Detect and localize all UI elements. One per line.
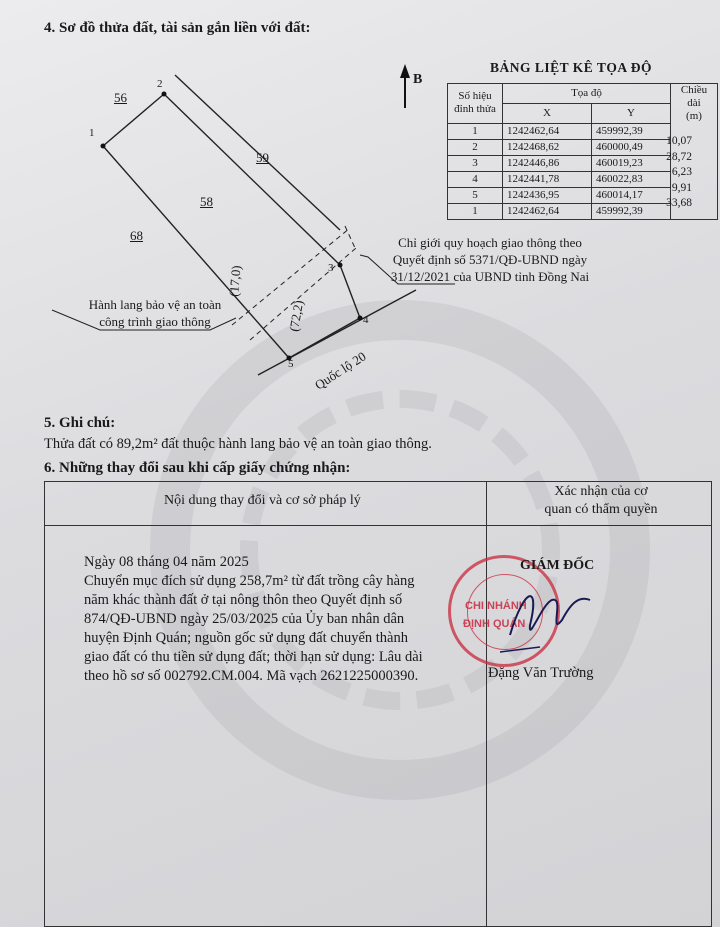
section5-note: Thửa đất có 89,2m² đất thuộc hành lang bảo vệ an toàn giao thông.: [44, 436, 432, 452]
change-entry: [84, 553, 484, 686]
entry-line: giao đất có thu tiền sử dụng đất; thời hạn sử dụng: Lâu dài: [84, 649, 423, 665]
vertex-4-label: 4: [363, 314, 369, 326]
dimension-17-label: (17,0): [226, 264, 244, 298]
vertex-3-dot: [338, 263, 343, 268]
section5-title: 5. Ghi chú:: [44, 415, 116, 431]
head-toa-do: Tọa độ: [503, 84, 671, 104]
head-so-hieu: Số hiệu: [458, 90, 492, 103]
signer-title: GIÁM ĐỐC: [520, 558, 595, 573]
table-row: 2 1242468,62 460000,49: [448, 139, 718, 155]
stamp-text: CHI NHÁNH: [465, 600, 527, 612]
corridor-note-line: Hành lang bảo vệ an toàn: [88, 297, 222, 312]
table-row: 1 1242462,64 459992,39: [448, 203, 718, 219]
col2-header-line: Xác nhận của cơ: [554, 484, 648, 499]
entry-line: 874/QĐ-UBND ngày 25/03/2025 của Ủy ban nhân dân: [84, 611, 405, 627]
planning-note: [388, 234, 592, 285]
parcel-58-label: 58: [200, 194, 213, 209]
vertex-1-label: 1: [89, 127, 95, 139]
length-value: 6,23: [671, 166, 692, 178]
entry-line: Chuyển mục đích sử dụng 258,7m² từ đất trồng cây hàng: [84, 573, 415, 589]
vertex-1-dot: [101, 144, 106, 149]
entry-line: huyện Định Quán; nguồn gốc sử dụng đất chuyển thành: [84, 630, 408, 646]
boundary-1-2: [103, 94, 164, 146]
entry-line: Ngày 08 tháng 04 năm 2025: [84, 554, 249, 570]
boundary-2-3: [164, 94, 340, 265]
changes-col1-header: Nội dung thay đổi và cơ sở pháp lý: [164, 493, 361, 508]
stamp-text: ĐỊNH QUÁN: [463, 618, 526, 630]
length-value: 28,72: [666, 150, 692, 163]
section6-title: 6. Những thay đổi sau khi cấp giấy chứng nhận:: [44, 460, 351, 476]
signer-name: Đặng Văn Trường: [488, 665, 594, 681]
col2-header-line: quan có thẩm quyền: [544, 502, 658, 517]
boundary-3-4: [340, 265, 360, 318]
head-dinh-thua: đỉnh thửa: [454, 103, 496, 116]
planning-boundary-line-2: [250, 248, 356, 340]
signature: [500, 575, 600, 655]
planning-note-line: Quyết định số 5371/QĐ-UBND ngày: [392, 252, 588, 267]
corridor-note-line: công trình giao thông: [99, 314, 211, 329]
head-y: Y: [592, 103, 671, 123]
planning-note-line: Chỉ giới quy hoạch giao thông theo: [398, 235, 582, 250]
parcel-56-label: 56: [114, 90, 127, 105]
changes-table: [44, 481, 712, 927]
vertex-2-dot: [162, 92, 167, 97]
table-row: 4 1242441,78 460022,83: [448, 171, 718, 187]
dimension-72-label: (72,2): [286, 299, 307, 333]
head-chieu-dai: Chiều dài: [680, 84, 708, 109]
length-value: 10,07: [666, 135, 692, 147]
corridor-note: [60, 296, 250, 330]
head-m: (m): [686, 110, 702, 122]
north-arrow-icon: [400, 64, 410, 108]
road-label: Quốc lộ 20: [312, 348, 369, 393]
parcel-59-label: 59: [256, 150, 269, 165]
vertex-4-dot: [358, 316, 363, 321]
head-x: X: [503, 103, 592, 123]
table-row: 5 1242436,95 460014,17: [448, 187, 718, 203]
vertex-2-label: 2: [157, 78, 163, 90]
parcel-68-label: 68: [130, 228, 143, 243]
section4-title: 4. Sơ đồ thửa đất, tài sản gắn liền với đất:: [44, 20, 311, 36]
length-value: 9,91: [671, 181, 692, 194]
entry-line: năm khác thành đất ở tại nông thôn theo Quyết định số: [84, 592, 403, 608]
vertex-3-label: 3: [328, 262, 334, 274]
table-row: 1 1242462,64 459992,39: [448, 123, 718, 139]
table-divider: [44, 525, 712, 526]
table-divider: [486, 481, 487, 927]
entry-line: theo hồ sơ số 002792.CM.004. Mã vạch 2621225000390.: [84, 668, 419, 684]
planning-tick: [345, 226, 355, 248]
length-value: 33,68: [666, 197, 692, 209]
table-row: 3 1242446,86 460019,23: [448, 155, 718, 171]
changes-col2-header: [496, 483, 706, 519]
coord-table-title: BẢNG LIỆT KÊ TỌA ĐỘ: [490, 60, 653, 75]
north-label: B: [413, 72, 423, 87]
planning-note-line: 31/12/2021 của UBND tỉnh Đồng Nai: [390, 269, 590, 284]
vertex-5-label: 5: [288, 358, 294, 370]
